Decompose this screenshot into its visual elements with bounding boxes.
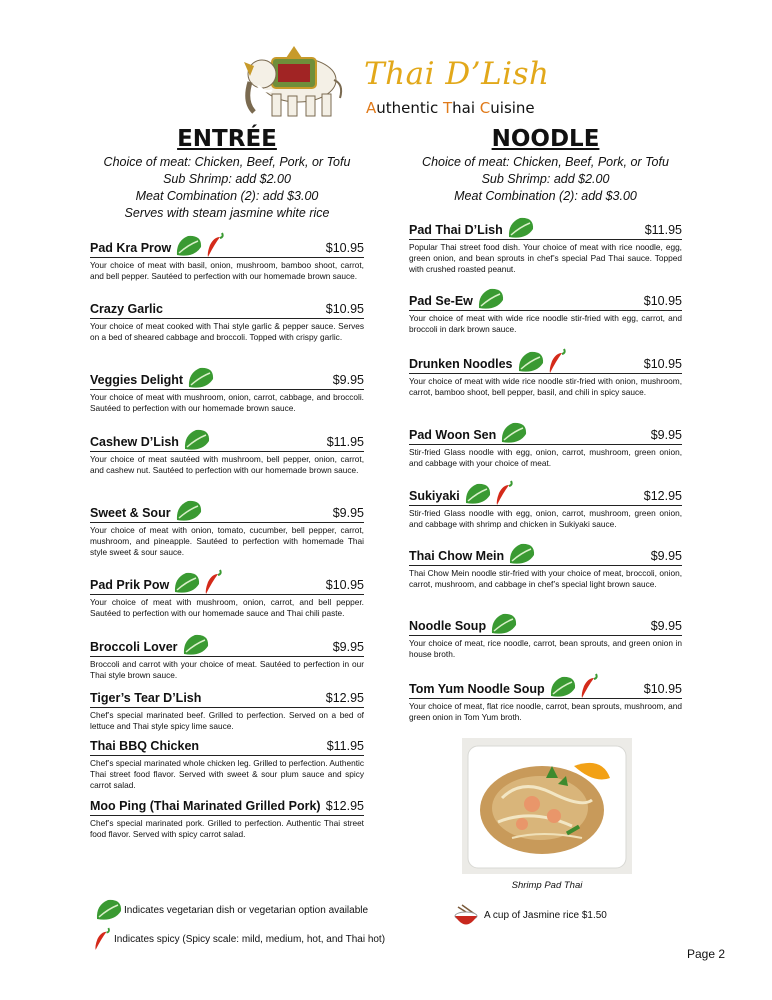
menu-item	[90, 639, 364, 681]
menu-item-header	[409, 427, 682, 445]
menu-item	[409, 427, 682, 469]
menu-item	[90, 372, 364, 414]
menu-item-header	[90, 372, 364, 390]
menu-item	[409, 548, 682, 590]
veg-leaf-icon	[506, 215, 536, 241]
menu-item	[409, 681, 682, 723]
menu-item-name: Moo Ping (Thai Marinated Grilled Pork)	[90, 799, 321, 813]
menu-item-name: Veggies Delight	[90, 373, 184, 387]
menu-item-header	[90, 798, 364, 816]
veg-leaf-icon	[516, 349, 546, 375]
menu-item-icons	[463, 481, 515, 507]
menu-item-icons	[174, 498, 204, 524]
menu-item-icons	[507, 541, 537, 567]
menu-item-price: $10.95	[325, 302, 364, 316]
menu-item-header	[90, 577, 364, 595]
menu-item-header	[90, 505, 364, 523]
chili-pepper-icon	[493, 479, 515, 507]
menu-item-name: Crazy Garlic	[90, 302, 163, 316]
menu-item-description: Your choice of meat with wide rice noodle stir-fried with onion, mushroom, carrot, bamboo shoot, bell pepper, basil, and chili in spicy sauce.	[409, 376, 682, 397]
menu-item-header	[90, 240, 364, 258]
legend-spicy-text: Indicates spicy (Spicy scale: mild, medium, hot, and Thai hot)	[114, 933, 386, 945]
entree-note: Choice of meat: Chicken, Beef, Pork, or Tofu	[103, 155, 351, 169]
menu-item-name: Sweet & Sour	[90, 506, 171, 520]
menu-item-description: Your choice of meat, rice noodle, carrot, bean sprouts, and green onion in house broth.	[409, 638, 682, 659]
noodle-section	[409, 124, 682, 722]
menu-item-description: Chef’s special marinated pork. Grilled to perfection. Authentic Thai street food flavor. Served with spicy carrot salad.	[90, 818, 364, 839]
menu-item	[409, 222, 682, 275]
shrimp-pad-thai-photo	[462, 738, 632, 874]
menu-item-name: Pad Se-Ew	[409, 294, 473, 308]
noodle-note: Sub Shrimp: add $2.00	[481, 172, 610, 186]
chili-pepper-icon	[92, 925, 112, 953]
menu-item-price: $9.95	[332, 373, 364, 387]
menu-item-description: Your choice of meat with mushroom, onion, carrot, cabbage, and broccoli. Sautéed to perfection with our homemade brown sauce.	[90, 392, 364, 413]
menu-item-name: Tiger’s Tear D’Lish	[90, 691, 202, 705]
legend-vegetarian	[94, 897, 368, 923]
menu-item	[90, 505, 364, 558]
menu-item-header	[90, 434, 364, 452]
menu-item-header	[409, 356, 682, 374]
menu-item-icons	[181, 632, 211, 658]
menu-item	[90, 690, 364, 732]
chili-pepper-icon	[546, 347, 568, 375]
menu-item-name: Pad Prik Pow	[90, 578, 170, 592]
veg-leaf-icon	[476, 286, 506, 312]
rice-bowl-icon	[452, 903, 482, 927]
photo-caption: Shrimp Pad Thai	[511, 880, 583, 891]
veg-leaf-icon	[94, 897, 124, 923]
menu-item-icons	[182, 427, 212, 453]
menu-item-header	[90, 738, 364, 756]
menu-item-price: $9.95	[650, 549, 682, 563]
menu-item-name: Pad Kra Prow	[90, 241, 172, 255]
veg-leaf-icon	[181, 632, 211, 658]
menu-item-name: Sukiyaki	[409, 489, 460, 503]
menu-item-description: Your choice of meat with onion, tomato, cucumber, bell pepper, carrot, mushroom, and pineapple. Sautéed to perfection with homemade Thai style sweet & sour sauce.	[90, 525, 364, 557]
menu-item-name: Pad Woon Sen	[409, 428, 497, 442]
menu-item-icons	[476, 286, 506, 312]
menu-item-icons	[174, 233, 226, 259]
entree-notes	[90, 154, 364, 222]
menu-item-price: $10.95	[643, 682, 682, 696]
menu-item-header	[409, 488, 682, 506]
entree-note: Serves with steam jasmine white rice	[124, 206, 330, 220]
menu-item-header	[90, 639, 364, 657]
menu-item-header	[90, 690, 364, 708]
menu-item-icons	[516, 349, 568, 375]
noodle-title: NOODLE	[491, 126, 600, 152]
legend-rice-text: A cup of Jasmine rice $1.50	[484, 909, 607, 921]
menu-item-name: Cashew D’Lish	[90, 435, 179, 449]
menu-item	[90, 240, 364, 282]
menu-item	[90, 738, 364, 791]
veg-leaf-icon	[463, 481, 493, 507]
menu-item-icons	[506, 215, 536, 241]
veg-leaf-icon	[174, 233, 204, 259]
menu-item	[409, 618, 682, 660]
menu-item	[90, 577, 364, 619]
menu-item	[409, 488, 682, 530]
menu-item-description: Stir-fried Glass noodle with egg, onion, carrot, mushroom, green onion, and cabbage with shrimp and chicken in Sukiyaki sauce.	[409, 508, 682, 529]
menu-item-icons	[186, 365, 216, 391]
menu-item-icons	[499, 420, 529, 446]
brand-tagline: Authentic Thai Cuisine	[366, 99, 535, 117]
chili-pepper-icon	[204, 231, 226, 259]
menu-item	[90, 301, 364, 343]
menu-item-header	[409, 618, 682, 636]
menu-item-header	[90, 301, 364, 319]
menu-item-price: $9.95	[332, 506, 364, 520]
menu-item	[90, 434, 364, 476]
menu-item-description: Your choice of meat cooked with Thai style garlic & pepper sauce. Serves on a bed of sheared cabbage and broccoli. Topped with crispy garlic.	[90, 321, 364, 342]
menu-item-price: $9.95	[650, 619, 682, 633]
veg-leaf-icon	[182, 427, 212, 453]
noodle-note: Meat Combination (2): add $3.00	[454, 189, 637, 203]
menu-item-icons	[172, 570, 224, 596]
menu-item-price: $11.95	[644, 223, 682, 237]
menu-item-description: Broccoli and carrot with your choice of meat. Sautéed to perfection in our Thai style brown sauce.	[90, 659, 364, 680]
menu-item-description: Your choice of meat with basil, onion, mushroom, bamboo shoot, carrot, and bell pepper. Sautéed to perfection with our homemade brown sauce.	[90, 260, 364, 281]
noodle-note: Choice of meat: Chicken, Beef, Pork, or Tofu	[422, 155, 669, 169]
menu-item	[409, 293, 682, 335]
veg-leaf-icon	[172, 570, 202, 596]
veg-leaf-icon	[507, 541, 537, 567]
entree-note: Sub Shrimp: add $2.00	[163, 172, 291, 186]
menu-item-name: Noodle Soup	[409, 619, 487, 633]
menu-item-name: Thai Chow Mein	[409, 549, 505, 563]
menu-item-description: Thai Chow Mein noodle stir-fried with your choice of meat, broccoli, onion, carrot, mushroom, and cabbage in chef’s special light brown sauce.	[409, 568, 682, 589]
chili-pepper-icon	[578, 672, 600, 700]
menu-item-icons	[489, 611, 519, 637]
noodle-notes	[409, 154, 682, 205]
menu-item-description: Your choice of meat, flat rice noodle, carrot, bean sprouts, mushroom, and green onion in Tom Yum broth.	[409, 701, 682, 722]
menu-item-icons	[548, 674, 600, 700]
entree-section	[90, 124, 364, 839]
page-number: Page 2	[687, 947, 726, 961]
legend-rice	[452, 903, 607, 927]
menu-item-name: Drunken Noodles	[409, 357, 513, 371]
legend-spicy	[92, 925, 385, 953]
menu-item-header	[409, 293, 682, 311]
menu-item-name: Thai BBQ Chicken	[90, 739, 200, 753]
menu-item-price: $12.95	[643, 489, 682, 503]
elephant-logo-icon	[236, 42, 356, 122]
menu-item	[409, 356, 682, 398]
menu-item-header	[409, 681, 682, 699]
chili-pepper-icon	[202, 568, 224, 596]
menu-item-description: Chef’s special marinated whole chicken leg. Grilled to perfection. Authentic Thai street food flavor. Served with sweet & sour plum sauce and spicy carrot salad.	[90, 758, 364, 790]
menu-item-header	[409, 222, 682, 240]
menu-item-price: $12.95	[325, 691, 364, 705]
restaurant-logo	[236, 42, 550, 122]
menu-item-price: $11.95	[326, 435, 364, 449]
veg-leaf-icon	[499, 420, 529, 446]
menu-item-description: Your choice of meat with wide rice noodle stir-fried with egg, carrot, and broccoli in dark brown sauce.	[409, 313, 682, 334]
menu-item-price: $9.95	[650, 428, 682, 442]
menu-item-description: Your choice of meat sautéed with mushroom, bell pepper, onion, carrot, and cashew nut. Sautéed to perfection with our homemade brown sauce.	[90, 454, 364, 475]
menu-item-price: $10.95	[325, 241, 364, 255]
menu-item-header	[409, 548, 682, 566]
menu-item-price: $10.95	[325, 578, 364, 592]
entree-note: Meat Combination (2): add $3.00	[135, 189, 319, 203]
menu-item-name: Tom Yum Noodle Soup	[409, 682, 545, 696]
menu-item	[90, 798, 364, 840]
menu-item-name: Pad Thai D’Lish	[409, 223, 503, 237]
menu-item-price: $10.95	[643, 294, 682, 308]
menu-item-price: $12.95	[325, 799, 364, 813]
menu-item-description: Chef’s special marinated beef. Grilled to perfection. Served on a bed of lettuce and Thai style spicy lime sauce.	[90, 710, 364, 731]
veg-leaf-icon	[174, 498, 204, 524]
menu-item-price: $10.95	[643, 357, 682, 371]
menu-item-description: Stir-fried Glass noodle with egg, onion, carrot, mushroom, green onion, and cabbage with your choice of meat.	[409, 447, 682, 468]
veg-leaf-icon	[489, 611, 519, 637]
menu-item-name: Broccoli Lover	[90, 640, 178, 654]
menu-item-price: $9.95	[332, 640, 364, 654]
legend-vegetarian-text: Indicates vegetarian dish or vegetarian option available	[124, 904, 369, 916]
brand-name: Thai D’Lish	[364, 56, 550, 92]
veg-leaf-icon	[548, 674, 578, 700]
veg-leaf-icon	[186, 365, 216, 391]
entree-title: ENTRÉE	[177, 126, 277, 152]
menu-item-price: $11.95	[326, 739, 364, 753]
menu-item-description: Your choice of meat with mushroom, onion, carrot, and bell pepper. Sautéed to perfection with our homemade sauce and Thai chili paste.	[90, 597, 364, 618]
menu-item-description: Popular Thai street food dish. Your choice of meat with rice noodle, egg, green onion, and bean sprouts in chef’s special Pad Thai sauce. Topped with crushed roasted peanut.	[409, 242, 682, 274]
